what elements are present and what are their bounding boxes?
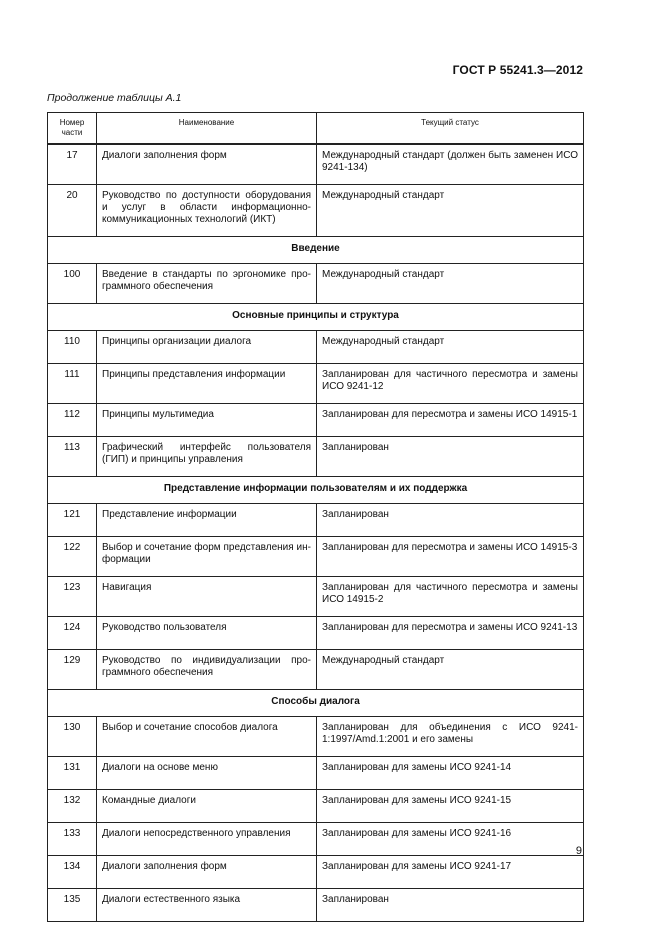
part-number-cell: 17 — [48, 144, 97, 185]
part-number-cell: 135 — [48, 889, 97, 922]
part-number-cell: 133 — [48, 823, 97, 856]
part-name-cell: Принципы мультимедиа — [97, 404, 317, 437]
part-name-cell: Представление информации — [97, 504, 317, 537]
status-cell: Международный стандарт — [317, 331, 584, 364]
part-number-cell: 131 — [48, 757, 97, 790]
table-header — [48, 113, 584, 145]
status-cell: Запланирован — [317, 889, 584, 922]
part-number-cell: 100 — [48, 264, 97, 304]
part-number-cell: 123 — [48, 577, 97, 617]
table-body — [48, 144, 584, 922]
table-row — [48, 757, 584, 790]
part-name-cell: Диалоги заполнения форм — [97, 144, 317, 185]
status-cell: Международный стандарт — [317, 185, 584, 237]
part-number-cell: 130 — [48, 717, 97, 757]
part-name-cell: Руководство пользователя — [97, 617, 317, 650]
status-cell: Запланирован — [317, 504, 584, 537]
column-header-status: Текущий статус — [317, 113, 584, 145]
table-row — [48, 650, 584, 690]
table-row — [48, 537, 584, 577]
status-cell: Запланирован для объединения с ИСО 9241-1:1997/Amd.1:2001 и его замены — [317, 717, 584, 757]
part-name-cell: Диалоги на основе меню — [97, 757, 317, 790]
table-row — [48, 437, 584, 477]
table-row — [48, 264, 584, 304]
status-cell: Запланирован для пересмотра и замены ИСО 14915-1 — [317, 404, 584, 437]
section-title: Представление информации пользователям и их поддержка — [48, 477, 584, 504]
standards-table — [47, 112, 584, 922]
status-cell: Международный стандарт — [317, 650, 584, 690]
table-row — [48, 577, 584, 617]
table-row — [48, 889, 584, 922]
section-row — [48, 237, 584, 264]
section-title: Способы диалога — [48, 690, 584, 717]
document-id: ГОСТ Р 55241.3—2012 — [452, 63, 583, 77]
part-name-cell: Введение в стандарты по эргономике программного обеспечения — [97, 264, 317, 304]
part-name-cell: Диалоги непосредственного управления — [97, 823, 317, 856]
status-cell: Запланирован для замены ИСО 9241-14 — [317, 757, 584, 790]
status-cell: Запланирован для пересмотра и замены ИСО 14915-3 — [317, 537, 584, 577]
part-name-cell: Командные диалоги — [97, 790, 317, 823]
part-name-cell: Диалоги заполнения форм — [97, 856, 317, 889]
section-row — [48, 690, 584, 717]
section-row — [48, 477, 584, 504]
table-row — [48, 404, 584, 437]
part-name-cell: Руководство по индивидуализации программного обеспечения — [97, 650, 317, 690]
part-name-cell: Выбор и сочетание способов диалога — [97, 717, 317, 757]
part-number-cell: 122 — [48, 537, 97, 577]
part-number-cell: 112 — [48, 404, 97, 437]
part-number-cell: 124 — [48, 617, 97, 650]
table-row — [48, 364, 584, 404]
table-row — [48, 617, 584, 650]
section-row — [48, 304, 584, 331]
column-header-number: Номер части — [48, 113, 97, 145]
part-number-cell: 134 — [48, 856, 97, 889]
part-name-cell: Графический интерфейс пользователя (ГИП) и принципы управления — [97, 437, 317, 477]
table-row — [48, 504, 584, 537]
table-row — [48, 144, 584, 185]
part-name-cell: Принципы представления информации — [97, 364, 317, 404]
part-number-cell: 121 — [48, 504, 97, 537]
status-cell: Запланирован — [317, 437, 584, 477]
status-cell: Международный стандарт — [317, 264, 584, 304]
status-cell: Запланирован для частичного пересмотра и замены ИСО 9241-12 — [317, 364, 584, 404]
status-cell: Запланирован для замены ИСО 9241-16 — [317, 823, 584, 856]
column-header-name: Наименование — [97, 113, 317, 145]
page-number: 9 — [575, 845, 582, 857]
part-number-cell: 132 — [48, 790, 97, 823]
table-row — [48, 823, 584, 856]
table-row — [48, 331, 584, 364]
part-name-cell: Диалоги естественного языка — [97, 889, 317, 922]
part-name-cell: Принципы организации диалога — [97, 331, 317, 364]
table-row — [48, 185, 584, 237]
part-number-cell: 111 — [48, 364, 97, 404]
status-cell: Запланирован для замены ИСО 9241-15 — [317, 790, 584, 823]
table-row — [48, 717, 584, 757]
status-cell: Запланирован для пересмотра и замены ИСО 9241-13 — [317, 617, 584, 650]
part-number-cell: 20 — [48, 185, 97, 237]
part-number-cell: 110 — [48, 331, 97, 364]
part-name-cell: Выбор и сочетание форм представления информации — [97, 537, 317, 577]
status-cell: Запланирован для частичного пересмотра и замены ИСО 14915-2 — [317, 577, 584, 617]
part-number-cell: 129 — [48, 650, 97, 690]
table-row — [48, 856, 584, 889]
status-cell: Международный стандарт (должен быть заменен ИСО 9241-134) — [317, 144, 584, 185]
table-row — [48, 790, 584, 823]
section-title: Введение — [48, 237, 584, 264]
section-title: Основные принципы и структура — [48, 304, 584, 331]
part-number-cell: 113 — [48, 437, 97, 477]
part-name-cell: Руководство по доступности оборудования и услуг в области информационно-коммуникационных технологий (ИКТ) — [97, 185, 317, 237]
table-caption: Продолжение таблицы А.1 — [47, 92, 182, 104]
status-cell: Запланирован для замены ИСО 9241-17 — [317, 856, 584, 889]
part-name-cell: Навигация — [97, 577, 317, 617]
